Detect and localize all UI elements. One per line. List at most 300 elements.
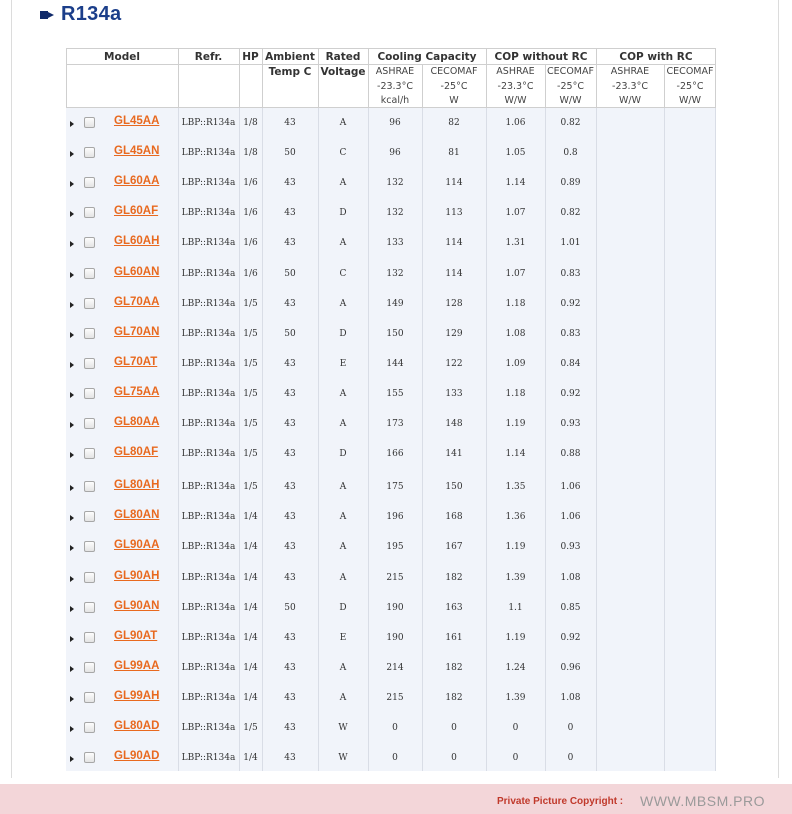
row-checkbox[interactable] [84, 448, 95, 459]
table-row [66, 743, 716, 773]
expand-row-icon[interactable] [70, 452, 74, 458]
model-link[interactable]: GL99AH [114, 689, 160, 702]
expand-row-icon[interactable] [70, 272, 74, 278]
table-row [66, 713, 716, 743]
cell-refr: LBP::R134a [181, 118, 236, 128]
cell-cc-ashrae: 133 [386, 238, 404, 249]
cell-hp: 1/5 [243, 482, 258, 493]
cell-cop-ashrae: 1.36 [505, 512, 526, 523]
row-checkbox[interactable] [84, 541, 95, 552]
cell-refr: LBP::R134a [181, 298, 236, 309]
model-link[interactable]: GL60AA [114, 175, 160, 188]
cell-cop-cecomaf: 0.89 [560, 178, 581, 189]
cell-cop-ashrae: 1.09 [505, 358, 526, 369]
sub-copr-ashrae-unit: W/W [619, 95, 641, 106]
expand-row-icon[interactable] [70, 302, 74, 308]
cell-refr: LBP::R134a [181, 449, 236, 460]
cell-cop-ashrae: 1.1 [508, 602, 523, 613]
cell-cop-ashrae: 1.19 [505, 419, 526, 429]
table-row [66, 593, 716, 623]
cell-cc-cecomaf: 114 [445, 178, 463, 189]
expand-row-icon[interactable] [70, 636, 74, 642]
cell-cop-ashrae: 1.07 [505, 208, 526, 219]
row-checkbox[interactable] [84, 692, 95, 703]
cell-cc-ashrae: 195 [386, 542, 404, 553]
cell-refr: LBP::R134a [181, 662, 236, 673]
cell-voltage: A [339, 572, 347, 583]
cell-cc-cecomaf: 114 [445, 238, 463, 249]
table-row [66, 198, 716, 228]
cell-ambient: 43 [284, 542, 296, 553]
cell-cc-cecomaf: 0 [451, 753, 457, 764]
cell-cop-cecomaf: 0.92 [560, 388, 581, 399]
expand-row-icon[interactable] [70, 606, 74, 612]
model-link[interactable]: GL45AA [114, 115, 160, 127]
model-link[interactable]: GL70AN [114, 325, 160, 338]
sub-copr-cecomaf-temp: -25°C [676, 81, 704, 92]
cell-cop-cecomaf: 0.96 [560, 662, 581, 673]
cell-voltage: A [339, 542, 347, 553]
cell-voltage: A [339, 512, 347, 523]
cell-refr: LBP::R134a [181, 692, 236, 703]
expand-row-icon[interactable] [70, 756, 74, 762]
cell-cc-ashrae: 132 [386, 268, 404, 279]
cell-cop-ashrae: 0 [512, 753, 519, 764]
cell-ambient: 43 [284, 753, 296, 764]
table-row [66, 289, 716, 319]
expand-row-icon[interactable] [70, 332, 74, 338]
sub-copw-ashrae: ASHRAE [496, 66, 535, 77]
cell-voltage: E [339, 358, 347, 369]
cell-cc-cecomaf: 0 [451, 723, 457, 733]
cell-ambient: 43 [284, 388, 296, 399]
table-row [66, 472, 716, 502]
cell-voltage: A [339, 298, 347, 309]
table-row [66, 319, 716, 349]
cell-ambient: 43 [284, 723, 296, 733]
expand-row-icon[interactable] [70, 485, 74, 491]
cell-voltage: A [339, 238, 347, 249]
cell-hp: 1/6 [243, 208, 258, 219]
cell-refr: LBP::R134a [181, 482, 236, 493]
cell-ambient: 50 [284, 268, 296, 279]
cell-cop-cecomaf: 1.06 [560, 482, 581, 493]
row-checkbox[interactable] [84, 662, 95, 673]
table-row [66, 439, 716, 469]
table-row [66, 379, 716, 409]
cell-refr: LBP::R134a [181, 542, 236, 553]
cell-cc-ashrae: 0 [392, 753, 398, 764]
cell-cop-ashrae: 1.19 [505, 542, 526, 553]
cell-hp: 1/6 [243, 178, 258, 189]
row-checkbox[interactable] [84, 632, 95, 643]
header-rated[interactable]: Rated [325, 51, 361, 63]
expand-row-icon[interactable] [70, 151, 74, 157]
model-link[interactable]: GL80AH [114, 479, 160, 492]
table-row [66, 108, 716, 138]
row-checkbox[interactable] [84, 722, 95, 733]
cell-voltage: A [339, 419, 347, 429]
row-checkbox[interactable] [84, 237, 95, 248]
cell-cc-ashrae: 144 [386, 358, 404, 369]
cell-voltage: E [339, 632, 347, 643]
cell-cc-cecomaf: 141 [445, 449, 463, 460]
cell-refr: LBP::R134a [181, 148, 236, 159]
cell-hp: 1/5 [243, 723, 258, 733]
cell-cop-ashrae: 1.14 [505, 449, 526, 460]
cell-cop-cecomaf: 1.01 [560, 238, 581, 249]
model-link[interactable]: GL80AD [114, 720, 160, 732]
sub-copw-cecomaf-unit: W/W [559, 95, 582, 106]
cell-cop-ashrae: 1.06 [505, 118, 526, 128]
row-checkbox[interactable] [84, 328, 95, 339]
cell-cc-ashrae: 215 [386, 572, 404, 583]
cell-voltage: D [339, 449, 347, 460]
sub-copw-ashrae-temp: -23.3°C [497, 81, 534, 92]
cell-cc-ashrae: 132 [386, 208, 404, 219]
cell-cop-cecomaf: 0.92 [560, 298, 581, 309]
cell-cc-ashrae: 190 [386, 632, 404, 643]
sub-copw-ashrae-unit: W/W [504, 95, 527, 106]
cell-refr: LBP::R134a [181, 268, 236, 279]
cell-refr: LBP::R134a [181, 208, 236, 219]
row-checkbox[interactable] [84, 572, 95, 583]
header-hp[interactable]: HP [242, 51, 259, 63]
cell-cc-cecomaf: 161 [445, 632, 463, 643]
row-checkbox[interactable] [84, 418, 95, 429]
expand-row-icon[interactable] [70, 362, 74, 368]
cell-hp: 1/4 [243, 542, 258, 553]
header-cop-with-rc[interactable]: COP with RC [619, 51, 693, 63]
cell-voltage: A [339, 482, 347, 493]
cell-refr: LBP::R134a [181, 178, 236, 189]
cell-cc-cecomaf: 81 [448, 148, 460, 159]
site-watermark: WWW.MBSM.PRO [640, 793, 765, 809]
page-heading [40, 2, 121, 26]
expand-row-icon[interactable] [70, 666, 74, 672]
header-rated-line2: Voltage [320, 66, 366, 78]
table-row [66, 138, 716, 168]
row-checkbox[interactable] [84, 481, 95, 492]
cell-cop-cecomaf: 0.8 [563, 148, 578, 159]
header-cooling-capacity[interactable]: Cooling Capacity [377, 51, 477, 63]
model-link[interactable]: GL80AA [114, 416, 160, 428]
cell-cop-cecomaf: 0.82 [560, 208, 581, 219]
cell-cc-ashrae: 96 [389, 118, 401, 128]
cell-voltage: D [339, 602, 347, 613]
cell-hp: 1/5 [243, 419, 258, 429]
cell-voltage: C [339, 268, 347, 279]
model-link[interactable]: GL90AH [114, 569, 160, 582]
cell-refr: LBP::R134a [181, 753, 236, 764]
cell-voltage: A [339, 662, 347, 673]
expand-row-icon[interactable] [70, 121, 74, 127]
cell-cc-ashrae: 155 [386, 388, 404, 399]
cell-cc-ashrae: 196 [386, 512, 404, 523]
cell-cop-cecomaf: 0.83 [560, 268, 581, 279]
sub-copr-ashrae: ASHRAE [610, 66, 650, 77]
right-border [778, 0, 779, 778]
expand-row-icon[interactable] [70, 696, 74, 702]
row-checkbox[interactable] [84, 117, 95, 128]
cell-ambient: 50 [284, 602, 296, 613]
cell-cop-cecomaf: 0.92 [560, 632, 581, 643]
table-row [66, 563, 716, 593]
cell-cc-cecomaf: 163 [445, 602, 463, 613]
cell-ambient: 43 [284, 208, 296, 219]
cell-cc-cecomaf: 129 [445, 328, 463, 339]
cell-cc-ashrae: 149 [386, 298, 404, 309]
cell-ambient: 43 [284, 692, 296, 703]
model-link[interactable]: GL60AH [114, 235, 160, 248]
table-row [66, 502, 716, 532]
cell-ambient: 43 [284, 482, 296, 493]
cell-hp: 1/6 [243, 268, 258, 279]
sub-cc-ashrae: ASHRAE [375, 66, 415, 77]
cell-cc-cecomaf: 182 [445, 662, 463, 673]
cell-hp: 1/5 [243, 388, 258, 399]
row-checkbox[interactable] [84, 358, 95, 369]
row-checkbox[interactable] [84, 511, 95, 522]
expand-row-icon[interactable] [70, 392, 74, 398]
sub-cc-cecomaf-unit: W [449, 95, 459, 106]
expand-row-icon[interactable] [70, 726, 74, 732]
cell-cop-ashrae: 1.24 [505, 662, 526, 673]
footer-bar [0, 784, 792, 814]
cell-voltage: W [338, 753, 348, 764]
cell-cop-cecomaf: 0.82 [560, 118, 581, 128]
model-link[interactable]: GL80AN [114, 509, 160, 522]
cell-hp: 1/6 [243, 238, 258, 249]
cell-cc-cecomaf: 150 [445, 482, 463, 493]
table-row [66, 683, 716, 713]
cell-cc-cecomaf: 168 [445, 512, 463, 523]
cell-cc-ashrae: 190 [386, 602, 404, 613]
table-row [66, 653, 716, 683]
cell-ambient: 43 [284, 118, 296, 128]
cell-ambient: 43 [284, 662, 296, 673]
cell-refr: LBP::R134a [181, 723, 236, 733]
expand-row-icon[interactable] [70, 241, 74, 247]
header-ambient-line2: Temp C [268, 66, 312, 78]
sub-copr-cecomaf: CECOMAF [666, 66, 714, 77]
cell-ambient: 43 [284, 449, 296, 460]
model-link[interactable]: GL70AT [114, 355, 158, 368]
cell-ambient: 43 [284, 298, 296, 309]
copyright-label: Private Picture Copyright : [497, 796, 624, 807]
cell-cop-ashrae: 1.14 [505, 178, 526, 189]
cell-refr: LBP::R134a [181, 602, 236, 613]
sub-cc-ashrae-temp: -23.3°C [377, 81, 413, 92]
sub-copr-cecomaf-unit: W/W [679, 95, 701, 106]
cell-hp: 1/4 [243, 632, 258, 643]
expand-row-icon[interactable] [70, 422, 74, 428]
cell-refr: LBP::R134a [181, 388, 236, 399]
cell-cc-ashrae: 175 [386, 482, 404, 493]
cell-refr: LBP::R134a [181, 238, 236, 249]
bullet-arrow-icon [40, 8, 56, 20]
cell-cop-cecomaf: 0 [567, 723, 574, 733]
sub-cc-cecomaf-temp: -25°C [440, 81, 468, 92]
cell-ambient: 43 [284, 632, 296, 643]
cell-cop-cecomaf: 0.88 [560, 449, 581, 460]
cell-ambient: 43 [284, 358, 296, 369]
cell-cop-cecomaf: 0.93 [560, 419, 581, 429]
row-checkbox[interactable] [84, 147, 95, 158]
cell-hp: 1/4 [243, 753, 258, 764]
table-row [66, 349, 716, 379]
table-row [66, 623, 716, 653]
model-link[interactable]: GL99AA [114, 659, 160, 672]
cell-cc-cecomaf: 182 [445, 572, 463, 583]
row-checkbox[interactable] [84, 298, 95, 309]
cell-hp: 1/8 [243, 118, 258, 128]
cell-voltage: C [339, 148, 347, 159]
cell-refr: LBP::R134a [181, 328, 236, 339]
cell-ambient: 50 [284, 148, 296, 159]
cell-ambient: 43 [284, 238, 296, 249]
model-link[interactable]: GL75AA [114, 385, 160, 398]
cell-cop-ashrae: 1.39 [505, 572, 526, 583]
cell-cop-ashrae: 0 [512, 723, 519, 733]
header-cop-without-rc[interactable]: COP without RC [494, 51, 588, 63]
model-link[interactable]: GL90AN [114, 599, 160, 612]
cell-cop-ashrae: 1.07 [505, 268, 526, 279]
header-model[interactable]: Model [104, 51, 140, 63]
cell-voltage: A [339, 118, 347, 128]
cell-voltage: D [339, 328, 347, 339]
cell-cop-cecomaf: 0.84 [560, 358, 581, 369]
cell-refr: LBP::R134a [181, 632, 236, 643]
cell-hp: 1/5 [243, 449, 258, 460]
model-link[interactable]: GL70AA [114, 295, 160, 308]
table-row [66, 409, 716, 439]
model-link[interactable]: GL80AF [114, 446, 159, 459]
cell-cc-cecomaf: 167 [445, 542, 463, 553]
cell-cop-ashrae: 1.18 [505, 388, 526, 399]
cell-voltage: A [339, 692, 347, 703]
model-link[interactable]: GL60AF [114, 205, 159, 218]
model-link[interactable]: GL90AT [114, 629, 158, 642]
cell-cop-cecomaf: 1.08 [560, 572, 581, 583]
cell-cc-ashrae: 132 [386, 178, 404, 189]
cell-cc-cecomaf: 148 [445, 419, 463, 429]
cell-cc-cecomaf: 133 [445, 388, 463, 399]
row-checkbox[interactable] [84, 602, 95, 613]
cell-cc-ashrae: 173 [386, 419, 404, 429]
expand-row-icon[interactable] [70, 181, 74, 187]
cell-hp: 1/4 [243, 572, 258, 583]
table-row [66, 259, 716, 289]
cell-hp: 1/8 [243, 148, 258, 159]
cell-hp: 1/4 [243, 512, 258, 523]
sub-cc-cecomaf: CECOMAF [430, 66, 478, 77]
model-link[interactable]: GL90AD [114, 750, 160, 763]
expand-row-icon[interactable] [70, 211, 74, 217]
cell-hp: 1/4 [243, 602, 258, 613]
row-checkbox[interactable] [84, 388, 95, 399]
sub-copr-ashrae-temp: -23.3°C [612, 81, 648, 92]
cell-voltage: D [339, 208, 347, 219]
cell-refr: LBP::R134a [181, 419, 236, 429]
sub-cc-ashrae-unit: kcal/h [380, 95, 410, 106]
cell-ambient: 43 [284, 178, 296, 189]
left-border [11, 0, 12, 778]
cell-cc-ashrae: 166 [386, 449, 404, 460]
cell-hp: 1/5 [243, 328, 258, 339]
cell-cc-ashrae: 0 [392, 723, 398, 733]
expand-row-icon[interactable] [70, 515, 74, 521]
cell-cc-cecomaf: 114 [445, 268, 463, 279]
cell-cc-cecomaf: 182 [445, 692, 463, 703]
cell-refr: LBP::R134a [181, 512, 236, 523]
cell-cc-cecomaf: 113 [445, 208, 463, 219]
row-checkbox[interactable] [84, 177, 95, 188]
cell-ambient: 50 [284, 328, 296, 339]
cell-cc-ashrae: 96 [389, 148, 401, 159]
expand-row-icon[interactable] [70, 576, 74, 582]
cell-cop-cecomaf: 0 [567, 753, 574, 764]
cell-hp: 1/4 [243, 662, 258, 673]
cell-cop-ashrae: 1.31 [505, 238, 526, 249]
cell-cc-cecomaf: 128 [445, 298, 463, 309]
cell-ambient: 43 [284, 419, 296, 429]
cell-hp: 1/5 [243, 358, 258, 369]
cell-cop-ashrae: 1.18 [505, 298, 526, 309]
table-row [66, 532, 716, 562]
model-link[interactable]: GL60AN [114, 265, 160, 278]
table-header [66, 48, 716, 108]
cell-cop-cecomaf: 0.83 [560, 328, 581, 339]
cell-cop-ashrae: 1.39 [505, 692, 526, 703]
cell-voltage: W [338, 723, 348, 733]
cell-cop-ashrae: 1.08 [505, 328, 526, 339]
cell-hp: 1/4 [243, 692, 258, 703]
page-title: R134a [61, 2, 122, 25]
cell-cc-cecomaf: 82 [448, 118, 460, 128]
cell-cop-ashrae: 1.05 [505, 148, 526, 159]
row-checkbox[interactable] [84, 268, 95, 279]
cell-refr: LBP::R134a [181, 358, 236, 369]
cell-cc-ashrae: 150 [386, 328, 404, 339]
sub-copw-cecomaf-temp: -25°C [557, 81, 584, 92]
row-checkbox[interactable] [84, 207, 95, 218]
model-link[interactable]: GL45AN [114, 145, 160, 158]
cell-voltage: A [339, 178, 347, 189]
cell-ambient: 43 [284, 512, 296, 523]
cell-ambient: 43 [284, 572, 296, 583]
cell-refr: LBP::R134a [181, 572, 236, 583]
cell-cc-ashrae: 215 [386, 692, 404, 703]
cell-cop-ashrae: 1.19 [505, 632, 526, 643]
cell-cop-ashrae: 1.35 [505, 482, 526, 493]
cell-cc-ashrae: 214 [386, 662, 404, 673]
sub-copw-cecomaf: CECOMAF [547, 66, 594, 77]
model-link[interactable]: GL90AA [114, 539, 160, 552]
cell-cop-cecomaf: 1.06 [560, 512, 581, 523]
cell-cop-cecomaf: 0.85 [560, 602, 581, 613]
header-refr[interactable]: Refr. [194, 51, 223, 63]
cell-cop-cecomaf: 0.93 [560, 542, 581, 553]
table-row [66, 168, 716, 198]
cell-voltage: A [339, 388, 347, 399]
expand-row-icon[interactable] [70, 545, 74, 551]
header-ambient[interactable]: Ambient [265, 51, 315, 63]
cell-cop-cecomaf: 1.08 [560, 692, 581, 703]
cell-hp: 1/5 [243, 298, 258, 309]
table-row [66, 228, 716, 258]
row-checkbox[interactable] [84, 752, 95, 763]
